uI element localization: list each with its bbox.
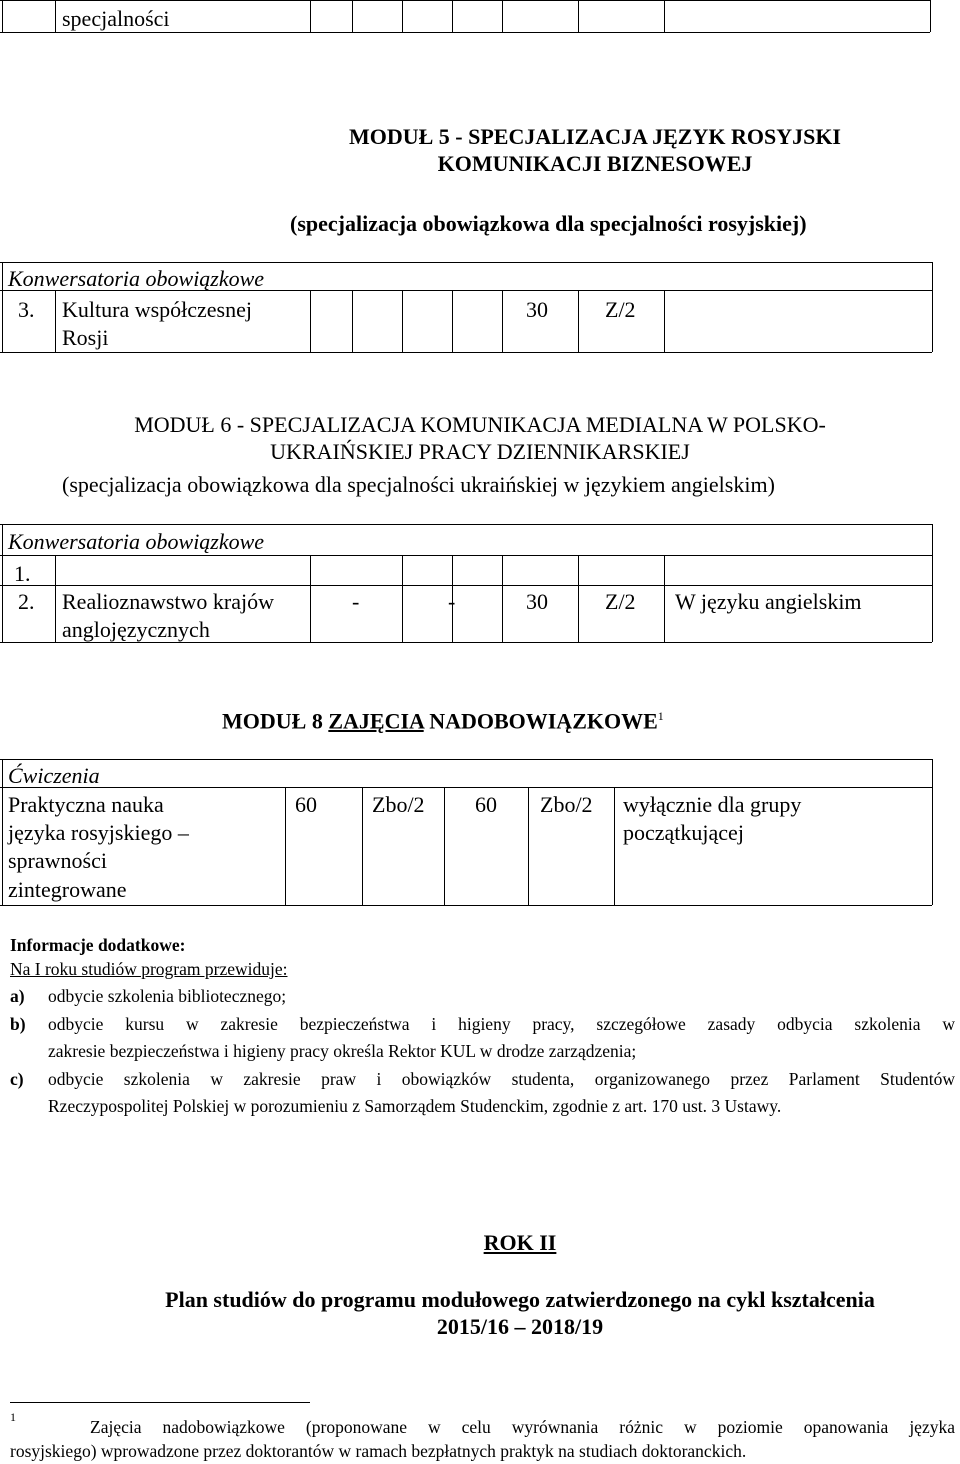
- list-marker: a): [10, 986, 25, 1006]
- row-number: 3.: [18, 297, 35, 322]
- form-value: Z/2: [605, 589, 636, 614]
- hours-value: 60: [475, 792, 497, 817]
- module8-title-rest: NADOBOWIĄZKOWE: [423, 708, 658, 734]
- cell-value: -: [448, 589, 456, 614]
- section-label: Ćwiczenia: [8, 763, 100, 788]
- year-heading: ROK II: [483, 1230, 557, 1255]
- form-value: Z/2: [605, 297, 636, 322]
- course-name-line2: anglojęzycznych: [62, 617, 210, 642]
- list-marker: c): [10, 1069, 24, 1089]
- list-item-text: zakresie bezpieczeństwa i higieny pracy określa Rektor KUL w drodze zarządzenia;: [48, 1041, 637, 1061]
- footnote-reference[interactable]: 1: [657, 709, 664, 723]
- footnote-text-line1: Zajęcia nadobowiązkowe (proponowane w celu wyrównania różnic w poziomie opanowania języka: [90, 1417, 955, 1437]
- course-name-line4: zintegrowane: [8, 877, 127, 902]
- module6-title-line1: MODUŁ 6 - SPECJALIZACJA KOMUNIKACJA MEDIALNA W POLSKO-: [134, 412, 826, 437]
- row-number: 2.: [18, 589, 35, 614]
- row-number: 1.: [14, 561, 31, 586]
- plan-title: [0, 1286, 960, 1340]
- course-name-line1: Realioznawstwo krajów: [62, 589, 274, 614]
- course-name-line2: języka rosyjskiego –: [8, 820, 189, 845]
- form-value: Zbo/2: [540, 792, 593, 817]
- footnote-text-line2: rosyjskiego) wprowadzone przez doktorantów w ramach bezpłatnych praktyk na studiach doktoranckich.: [10, 1441, 747, 1461]
- footnote-separator: [10, 1402, 310, 1403]
- hours-value: 30: [526, 297, 548, 322]
- note-line2: początkującej: [623, 820, 744, 845]
- list-item-text: odbycie kursu w zakresie bezpieczeństwa i higieny pracy, szczegółowe zasady odbycia szkolenia w: [48, 1014, 955, 1034]
- hours-value: 60: [295, 792, 317, 817]
- list-item-text: odbycie szkolenia w zakresie praw i obowiązków studenta, organizowanego przez Parlament Studentów: [48, 1069, 955, 1089]
- hours-value: 30: [526, 589, 548, 614]
- cell-value: -: [352, 589, 360, 614]
- note-value: W języku angielskim: [675, 589, 862, 614]
- module5-title-line1: MODUŁ 5 - SPECJALIZACJA JĘZYK ROSYJSKI: [348, 124, 841, 149]
- module5-title: [290, 123, 900, 177]
- module6-subtitle: (specjalizacja obowiązkowa dla specjalności ukraińskiej w językiem angielskim): [62, 472, 775, 497]
- module8-title: [222, 703, 664, 734]
- info-intro: Na I roku studiów program przewiduje:: [10, 959, 288, 979]
- module8-title-underlined: ZAJĘCIA: [328, 708, 424, 734]
- note-line1: wyłącznie dla grupy: [623, 792, 802, 817]
- table-cell: specjalności: [62, 6, 170, 31]
- list-marker: b): [10, 1014, 26, 1034]
- plan-title-line1: Plan studiów do programu modułowego zatwierdzonego na cykl kształcenia: [165, 1287, 875, 1312]
- footnote-mark: 1: [10, 1410, 16, 1424]
- module5-subtitle: (specjalizacja obowiązkowa dla specjalności rosyjskiej): [290, 211, 807, 236]
- info-heading: Informacje dodatkowe:: [10, 935, 186, 955]
- list-item-text: Rzeczypospolitej Polskiej w porozumieniu z Samorządem Studenckim, zgodnie z art. 170 ust. 3 Ustawy.: [48, 1096, 782, 1116]
- course-name-line2: Rosji: [62, 325, 109, 350]
- section-label: Konwersatoria obowiązkowe: [8, 266, 265, 291]
- module6-title-line2: UKRAIŃSKIEJ PRACY DZIENNIKARSKIEJ: [270, 439, 690, 464]
- plan-title-line2: 2015/16 – 2018/19: [436, 1314, 604, 1339]
- module6-title: [30, 411, 930, 465]
- list-item-text: odbycie szkolenia bibliotecznego;: [48, 986, 287, 1006]
- course-name-line1: Kultura współczesnej: [62, 297, 252, 322]
- module8-title-prefix: MODUŁ 8: [222, 708, 329, 734]
- module5-title-line2: KOMUNIKACJI BIZNESOWEJ: [437, 151, 753, 176]
- form-value: Zbo/2: [372, 792, 425, 817]
- section-label: Konwersatoria obowiązkowe: [8, 529, 265, 554]
- course-name-line1: Praktyczna nauka: [8, 792, 164, 817]
- course-name-line3: sprawności: [8, 848, 107, 873]
